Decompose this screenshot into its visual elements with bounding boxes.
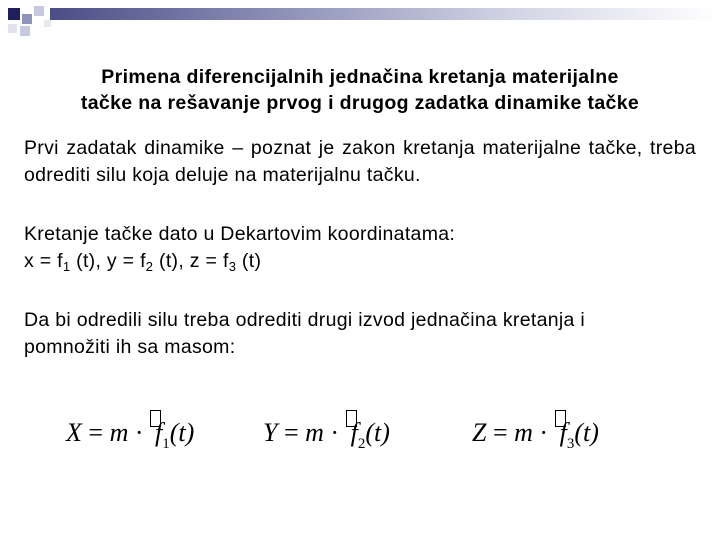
header-gradient-bar	[50, 8, 720, 20]
paragraph-cartesian-line: Kretanje tačke dato u Dekartovim koordinatama:	[24, 223, 456, 245]
equation-z-force	[472, 410, 599, 461]
paragraph-second-derivative-line-1: Da bi odredili silu treba odrediti drugi izvod jednačina kretanja i	[24, 309, 585, 331]
equation-function: f	[559, 418, 567, 447]
formula-y-sub: 2	[145, 259, 154, 274]
equation-argument: (t)	[365, 418, 390, 447]
equation-mass: m	[305, 418, 324, 447]
equation-equals: =	[81, 418, 110, 447]
equation-equals: =	[277, 418, 306, 447]
equation-argument: (t)	[169, 418, 195, 447]
decor-square	[8, 8, 20, 20]
slide-title	[20, 64, 700, 116]
equation-subscript: 2	[357, 436, 366, 452]
equation-argument: (t)	[574, 418, 599, 447]
equation-mass: m	[109, 418, 129, 447]
slide-title-line-2: tačke na rešavanje prvog i drugog zadatka dinamike tačke	[80, 92, 640, 114]
formula-x-sub: 1	[62, 259, 71, 274]
equation-y-force	[263, 410, 390, 461]
formula-z-post: (t)	[236, 250, 262, 272]
equation-dot: ·	[323, 418, 346, 447]
equation-lhs: Z	[472, 418, 487, 447]
paragraph-second-derivative-line-2: pomnožiti ih sa masom:	[24, 336, 236, 358]
equation-equals: =	[486, 418, 515, 447]
motion-law-formula	[24, 248, 696, 280]
decor-square	[22, 14, 32, 24]
equation-lhs: X	[66, 418, 82, 447]
formula-y-post: (t), z = f	[153, 250, 229, 272]
equation-mass: m	[514, 418, 533, 447]
equation-function: f	[155, 418, 163, 447]
decor-square	[20, 26, 30, 36]
decor-square	[34, 6, 44, 16]
slide-title-line-1: Primena diferencijalnih jednačina kretanja materijalne	[101, 66, 619, 88]
decor-square	[44, 20, 51, 27]
paragraph-cartesian	[24, 221, 696, 280]
equation-subscript: 3	[566, 436, 575, 452]
decor-square	[8, 24, 17, 33]
equation-dot: ·	[128, 418, 151, 447]
equation-function: f	[350, 418, 358, 447]
formula-z-sub: 3	[228, 259, 237, 274]
equation-lhs: Y	[263, 418, 278, 447]
equation-subscript: 1	[162, 436, 170, 452]
paragraph-second-derivative	[24, 307, 696, 361]
formula-x-pre: x = f	[24, 250, 63, 272]
paragraph-first-task: Prvi zadatak dinamike – poznat je zakon kretanja materijalne tačke, treba odrediti silu koja deluje na materijalnu tačku.	[24, 137, 696, 186]
formula-x-post: (t), y = f	[70, 250, 146, 272]
equation-dot: ·	[532, 418, 555, 447]
equation-x-force	[66, 410, 194, 461]
